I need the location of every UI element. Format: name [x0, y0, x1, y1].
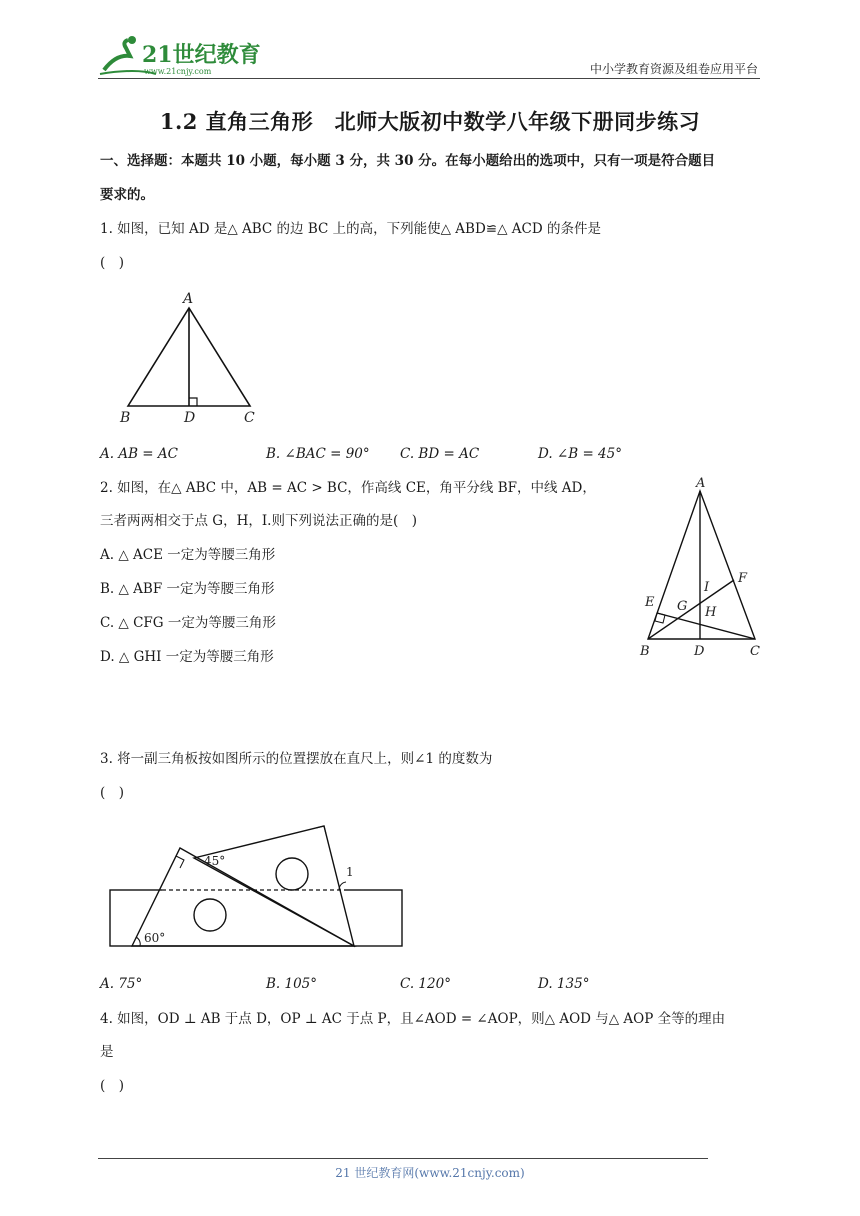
q1-answer-paren: ( ) — [100, 255, 125, 271]
q2-label-d: D — [694, 644, 705, 659]
q2-label-g: G — [677, 599, 688, 614]
q3-triangle-45 — [194, 826, 354, 946]
q3-angle-45: 45° — [204, 854, 226, 868]
q4-stem-line2: 是 — [100, 1044, 114, 1060]
q1-option-d[interactable]: D. ∠B = 45° — [538, 446, 622, 462]
q3-angle-60: 60° — [144, 931, 166, 945]
q1-label-d: D — [184, 410, 196, 426]
q2-label-i: I — [704, 580, 710, 595]
footer-divider — [98, 1158, 708, 1159]
q1-option-c[interactable]: C. BD = AC — [400, 446, 480, 462]
header-tagline: 中小学教育资源及组卷应用平台 — [589, 62, 758, 76]
q1-label-c: C — [244, 410, 255, 426]
logo-runner-icon — [96, 34, 266, 78]
q2-stem-line1: 2. 如图，在△ ABC 中，AB = AC > BC，作高线 CE，角平分线 BF，中线 AD， — [100, 480, 596, 496]
q3-stem: 3. 将一副三角板按如图所示的位置摆放在直尺上，则∠1 的度数为 — [100, 751, 493, 767]
q2-triangle-figure — [630, 476, 770, 666]
q3-option-b[interactable]: B. 105° — [266, 976, 318, 992]
q2-label-b: B — [640, 644, 650, 659]
q2-stem-line2: 三者两两相交于点 G，H，I.则下列说法正确的是( ) — [100, 513, 418, 529]
q4-answer-paren: ( ) — [100, 1078, 125, 1094]
q1-label-a: A — [183, 291, 194, 307]
q2-label-a: A — [696, 476, 706, 491]
q3-option-a[interactable]: A. 75° — [100, 976, 143, 992]
q1-stem: 1. 如图，已知 AD 是△ ABC 的边 BC 上的高，下列能使△ ABD≌△ ACD 的条件是 — [100, 221, 601, 237]
q2-option-d[interactable]: D. △ GHI 一定为等腰三角形 — [100, 649, 274, 665]
header-divider — [98, 78, 760, 79]
logo-url: www.21cnjy.com — [144, 67, 212, 76]
q2-label-e: E — [645, 595, 655, 610]
q3-triangle-60 — [132, 848, 354, 946]
q1-option-a[interactable]: A. AB = AC — [100, 446, 178, 462]
section-heading-line2: 要求的。 — [100, 187, 154, 203]
q2-option-b[interactable]: B. △ ABF 一定为等腰三角形 — [100, 581, 275, 597]
q2-label-c: C — [750, 644, 760, 659]
q3-answer-paren: ( ) — [100, 785, 125, 801]
page-title: 1.2 直角三角形 北师大版初中数学八年级下册同步练习 — [159, 109, 701, 134]
q3-ruler-figure — [106, 822, 406, 952]
footer-link[interactable]: 21 世纪教育网(www.21cnjy.com) — [335, 1166, 525, 1180]
logo-text: 21世纪教育 — [142, 42, 261, 68]
q1-triangle-figure — [110, 288, 270, 428]
site-logo — [96, 34, 266, 78]
section-heading-line1: 一、选择题：本题共 10 小题，每小题 3 分，共 30 分。在每小题给出的选项中，只有一项是符合题目 — [100, 153, 716, 169]
q2-option-c[interactable]: C. △ CFG 一定为等腰三角形 — [100, 615, 276, 631]
q3-option-d[interactable]: D. 135° — [538, 976, 590, 992]
q4-stem-line1: 4. 如图，OD ⊥ AB 于点 D，OP ⊥ AC 于点 P，且∠AOD = ∠AOP，则△ AOD 与△ AOP 全等的理由 — [100, 1011, 726, 1027]
q2-label-h: H — [705, 605, 717, 620]
q2-option-a[interactable]: A. △ ACE 一定为等腰三角形 — [100, 547, 276, 563]
q2-label-f: F — [738, 571, 748, 586]
q3-option-c[interactable]: C. 120° — [400, 976, 451, 992]
q1-label-b: B — [120, 410, 131, 426]
q1-option-b[interactable]: B. ∠BAC = 90° — [266, 446, 370, 462]
q3-angle-1: 1 — [346, 865, 354, 879]
